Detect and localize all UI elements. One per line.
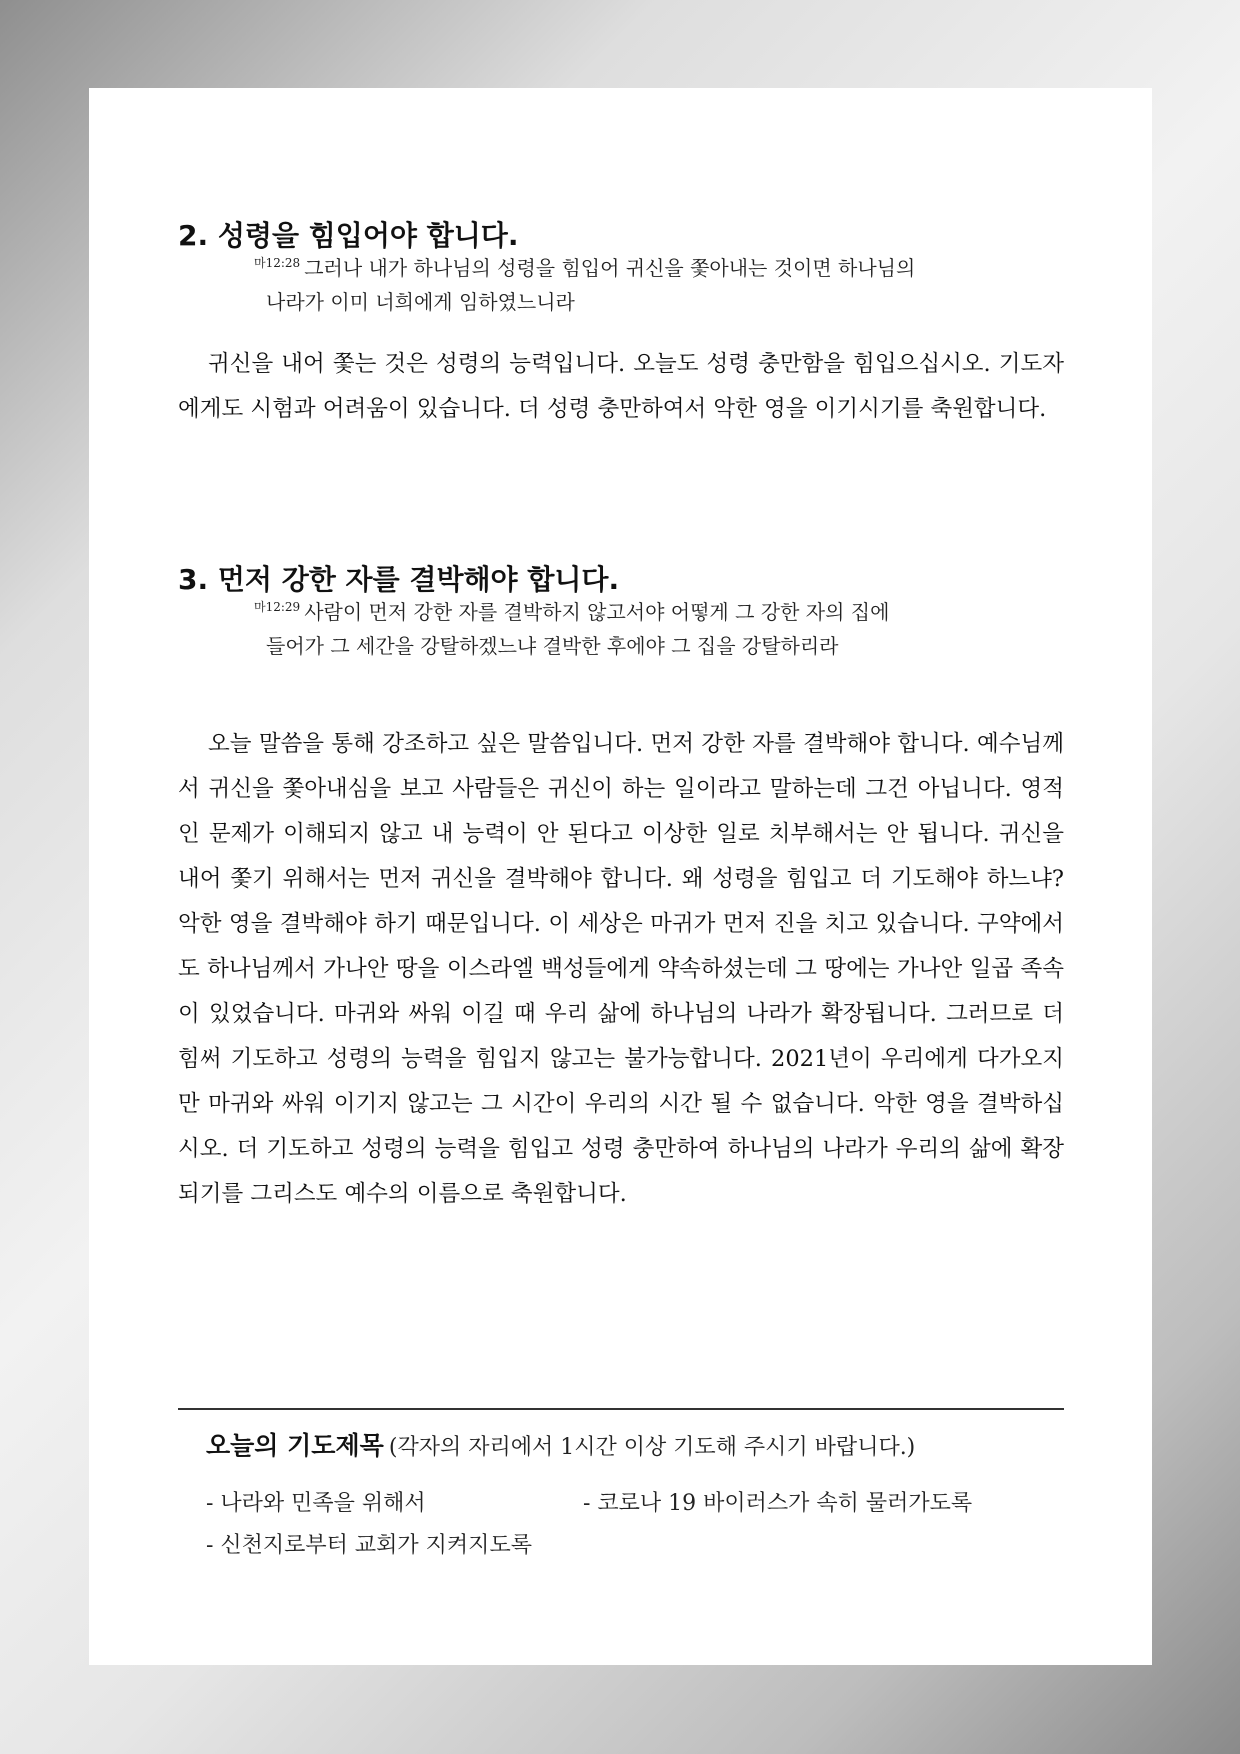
prayer-item: - 신천지로부터 교회가 지켜지도록 [206, 1533, 532, 1558]
verse-text-line-2: 나라가 이미 너희에게 임하였느니라 [266, 290, 575, 314]
verse-line-1 [254, 246, 1014, 285]
prayer-title: 오늘의 기도제목 [206, 1431, 384, 1460]
prayer-title-row [206, 1426, 1066, 1462]
section-2-heading: 2. 성령을 힘입어야 합니다. [178, 219, 519, 252]
verse-reference: 마12:29 [254, 600, 301, 614]
prayer-item: - 나라와 민족을 위해서 [206, 1491, 426, 1516]
prayer-item: - 코로나 19 바이러스가 속히 물러가도록 [583, 1491, 973, 1516]
prayer-note: (각자의 자리에서 1시간 이상 기도해 주시기 바랍니다.) [388, 1435, 916, 1460]
section-3-heading: 3. 먼저 강한 자를 결박해야 합니다. [178, 563, 620, 596]
verse-text-line-2: 들어가 그 세간을 강탈하겠느냐 결박한 후에야 그 집을 강탈하리라 [266, 634, 839, 658]
divider-line [178, 1408, 1064, 1410]
section-3-verse [254, 590, 1014, 663]
section-3-body: 오늘 말씀을 통해 강조하고 싶은 말씀입니다. 먼저 강한 자를 결박해야 합니다. 예수님께서 귀신을 쫓아내심을 보고 사람들은 귀신이 하는 일이라고 말하는데 그건 아닙니다. 영적인 문제가 이해되지 않고 내 능력이 안 된다고 이상한 일로 치부해서는 안 됩니다. 귀신을 내어 쫓기 위해서는 먼저 귀신을 결박해야 합니다. 왜 성령을 힘입고 더 기도해야 하느냐? 악한 영을 결박해야 하기 때문입니다. 이 세상은 마귀가 먼저 진을 치고 있습니다. 구약에서도 하나님께서 가나안 땅을 이스라엘 백성들에게 약속하셨는데 그 땅에는 가나안 일곱 족속이 있었습니다. 마귀와 싸워 이길 때 우리 삶에 하나님의 나라가 확장됩니다. 그러므로 더 힘써 기도하고 성령의 능력을 힘입지 않고는 불가능합니다. 2021년이 우리에게 다가오지만 마귀와 싸워 이기지 않고는 그 시간이 우리의 시간 될 수 없습니다. 악한 영을 결박하십시오. 더 기도하고 성령의 능력을 힘입고 성령 충만하여 하나님의 나라가 우리의 삶에 확장되기를 그리스도 예수의 이름으로 축원합니다. [178, 731, 1064, 1207]
verse-reference: 마12:28 [254, 256, 301, 270]
verse-text-line-1: 그러나 내가 하나님의 성령을 힘입어 귀신을 쫓아내는 것이면 하나님의 [304, 256, 916, 280]
section-2-verse [254, 246, 1014, 319]
verse-line-1 [254, 590, 1014, 629]
document-page [89, 88, 1152, 1665]
verse-text-line-1: 사람이 먼저 강한 자를 결박하지 않고서야 어떻게 그 강한 자의 집에 [304, 600, 890, 624]
section-2-body: 귀신을 내어 쫓는 것은 성령의 능력입니다. 오늘도 성령 충만함을 힘입으십시오. 기도자에게도 시험과 어려움이 있습니다. 더 성령 충만하여서 악한 영을 이기시기를 축원합니다. [178, 351, 1064, 422]
